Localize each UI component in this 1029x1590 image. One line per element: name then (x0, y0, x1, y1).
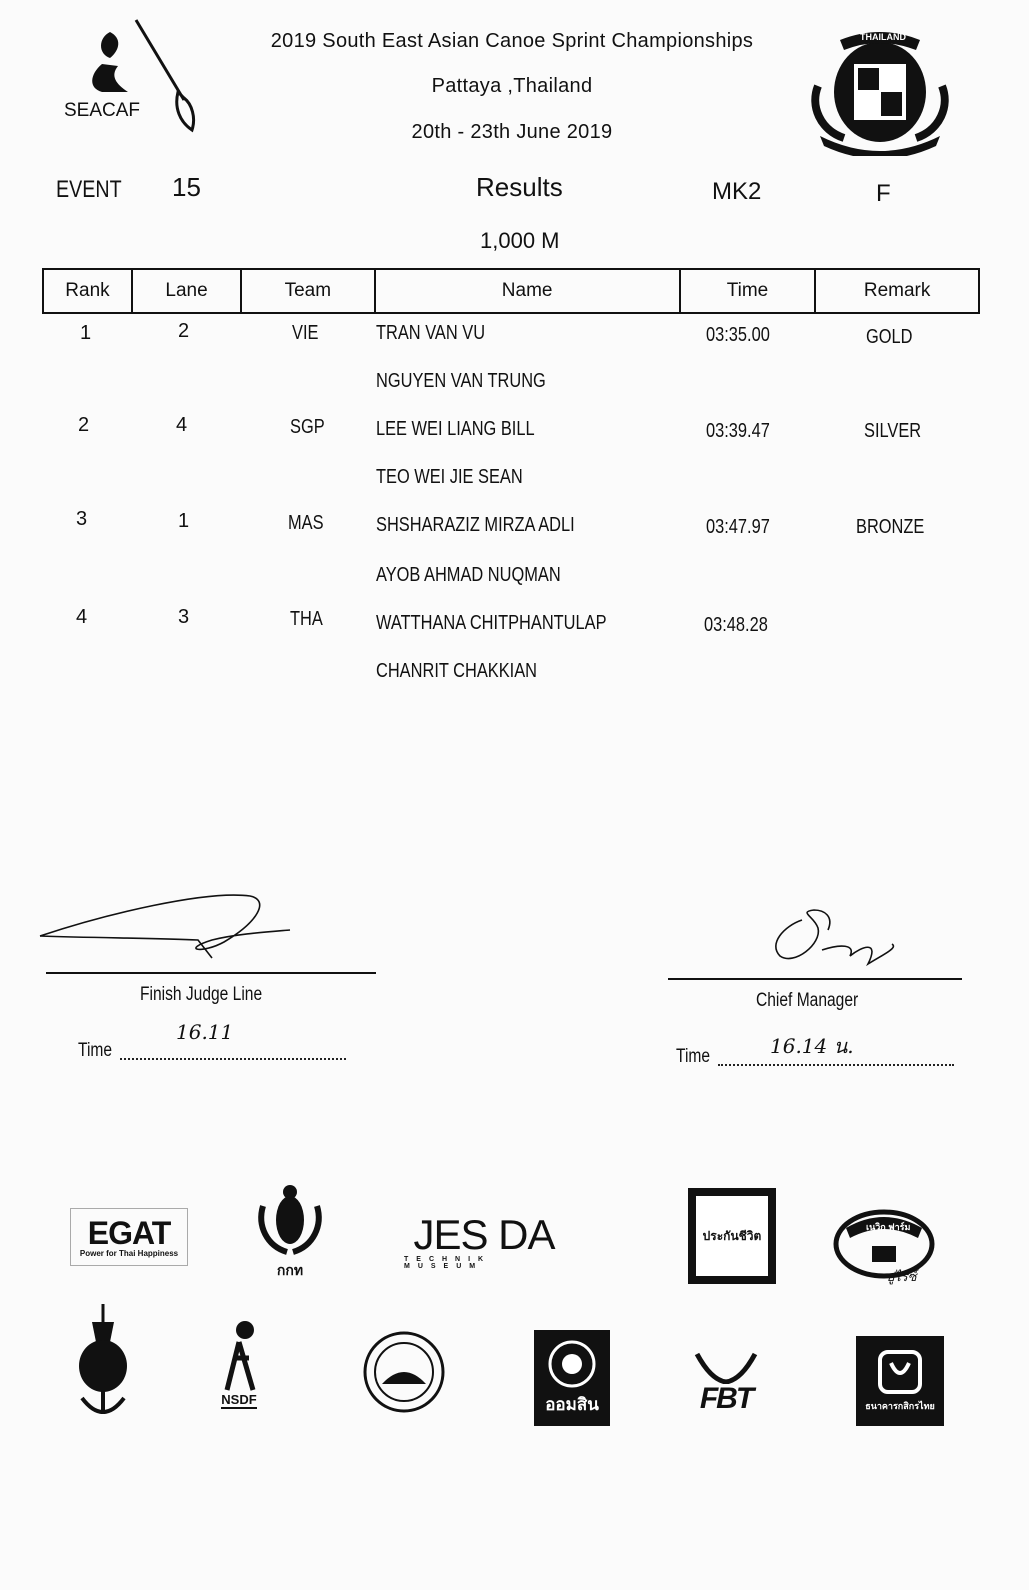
rank-cell: 3 (76, 508, 88, 530)
seal-emblem-icon (800, 26, 960, 156)
bank-emblem-icon (547, 1339, 597, 1389)
sports-authority-logo: กกท (250, 1180, 330, 1282)
life-insurance-logo: ประกันชีวิต (688, 1188, 776, 1284)
kasikorn-emblem-icon (877, 1349, 923, 1395)
athlete-name: NGUYEN VAN TRUNG (376, 370, 546, 392)
column-header-remark: Remark (815, 269, 979, 313)
column-header-lane: Lane (132, 269, 241, 313)
results-table (42, 268, 980, 314)
navy-emblem-logo (74, 1302, 132, 1422)
team-cell: VIE (292, 322, 319, 344)
rank-cell: 2 (78, 414, 90, 436)
finish-judge-time-field (120, 1058, 346, 1060)
chief-manager-signature (764, 904, 924, 974)
column-header-rank: Rank (43, 269, 132, 313)
garuda-emblem-icon (253, 1180, 327, 1260)
athlete-name: WATTHANA CHITPHANTULAP (376, 612, 607, 634)
table-header-row (43, 269, 979, 313)
column-header-name: Name (375, 269, 680, 313)
remark-cell: SILVER (864, 420, 922, 442)
finish-judge-time-value: 16.11 (176, 1020, 234, 1044)
athlete-name: CHANRIT CHAKKIAN (376, 660, 537, 682)
results-heading: Results (476, 172, 563, 202)
nsdf-logo: NSDF (200, 1306, 278, 1420)
seal-text: THAILAND (860, 32, 906, 42)
team-cell: MAS (288, 512, 324, 534)
jesada-museum-logo: JES DA TECHNIK MUSEUM (404, 1211, 555, 1270)
kasikorn-bank-logo: ธนาคารกสิกรไทย (856, 1336, 944, 1426)
seacaf-logo-text: SEACAF (64, 100, 141, 121)
event-label: EVENT (56, 176, 122, 203)
time-cell: 03:35.00 (706, 324, 770, 346)
finish-judge-time-label: Time (78, 1040, 113, 1061)
team-cell: THA (290, 608, 323, 630)
rank-cell: 1 (80, 322, 92, 344)
championship-title: 2019 South East Asian Canoe Sprint Championships (270, 30, 754, 52)
athlete-name: SHSHARAZIZ MIRZA ADLI (376, 514, 575, 536)
anchor-crown-icon (74, 1302, 132, 1422)
championship-location: Pattaya ,Thailand (431, 75, 593, 97)
finish-judge-label: Finish Judge Line (140, 984, 263, 1005)
laurel-icon (691, 1350, 761, 1384)
remark-cell: GOLD (866, 326, 913, 348)
farm-logo: เนวิก ฟาร์ม ปูไรซ์ (832, 1200, 936, 1286)
finish-judge-signature (36, 888, 316, 968)
chief-manager-time-label: Time (676, 1046, 711, 1067)
time-cell: 03:39.47 (706, 420, 770, 442)
thailand-seal (800, 26, 960, 156)
event-stage: F (876, 180, 891, 207)
column-header-team: Team (241, 269, 374, 313)
event-class: MK2 (712, 178, 762, 205)
athlete-name: TEO WEI JIE SEAN (376, 466, 523, 488)
round-seal-icon (362, 1330, 446, 1414)
farm-emblem-icon (832, 1200, 936, 1286)
lane-cell: 4 (176, 414, 188, 436)
event-distance: 1,000 M (480, 228, 560, 253)
rank-cell: 4 (76, 606, 88, 628)
lane-cell: 1 (178, 510, 190, 532)
torch-runner-icon (209, 1318, 269, 1392)
championship-dates: 20th - 23th June 2019 (411, 121, 613, 143)
time-cell: 03:48.28 (704, 614, 768, 636)
column-header-time: Time (680, 269, 815, 313)
event-number: 15 (172, 172, 201, 202)
lane-cell: 2 (178, 320, 190, 342)
remark-cell: BRONZE (856, 516, 925, 538)
government-savings-bank-logo: ออมสิน (534, 1330, 610, 1426)
fbt-logo: FBT (686, 1344, 766, 1420)
team-cell: SGP (290, 416, 325, 438)
chief-manager-label: Chief Manager (756, 990, 859, 1011)
athlete-name: AYOB AHMAD NUQMAN (376, 564, 561, 586)
egat-logo: EGAT Power for Thai Happiness (70, 1208, 188, 1266)
athlete-name: LEE WEI LIANG BILL (376, 418, 535, 440)
athlete-name: TRAN VAN VU (376, 322, 486, 344)
chief-manager-time-value: 16.14 น. (770, 1034, 854, 1058)
chief-manager-time-field (718, 1064, 954, 1066)
chief-manager-line (668, 978, 962, 980)
lane-cell: 3 (178, 606, 190, 628)
time-cell: 03:47.97 (706, 516, 770, 538)
university-seal-logo (362, 1330, 446, 1414)
finish-judge-line (46, 972, 376, 974)
